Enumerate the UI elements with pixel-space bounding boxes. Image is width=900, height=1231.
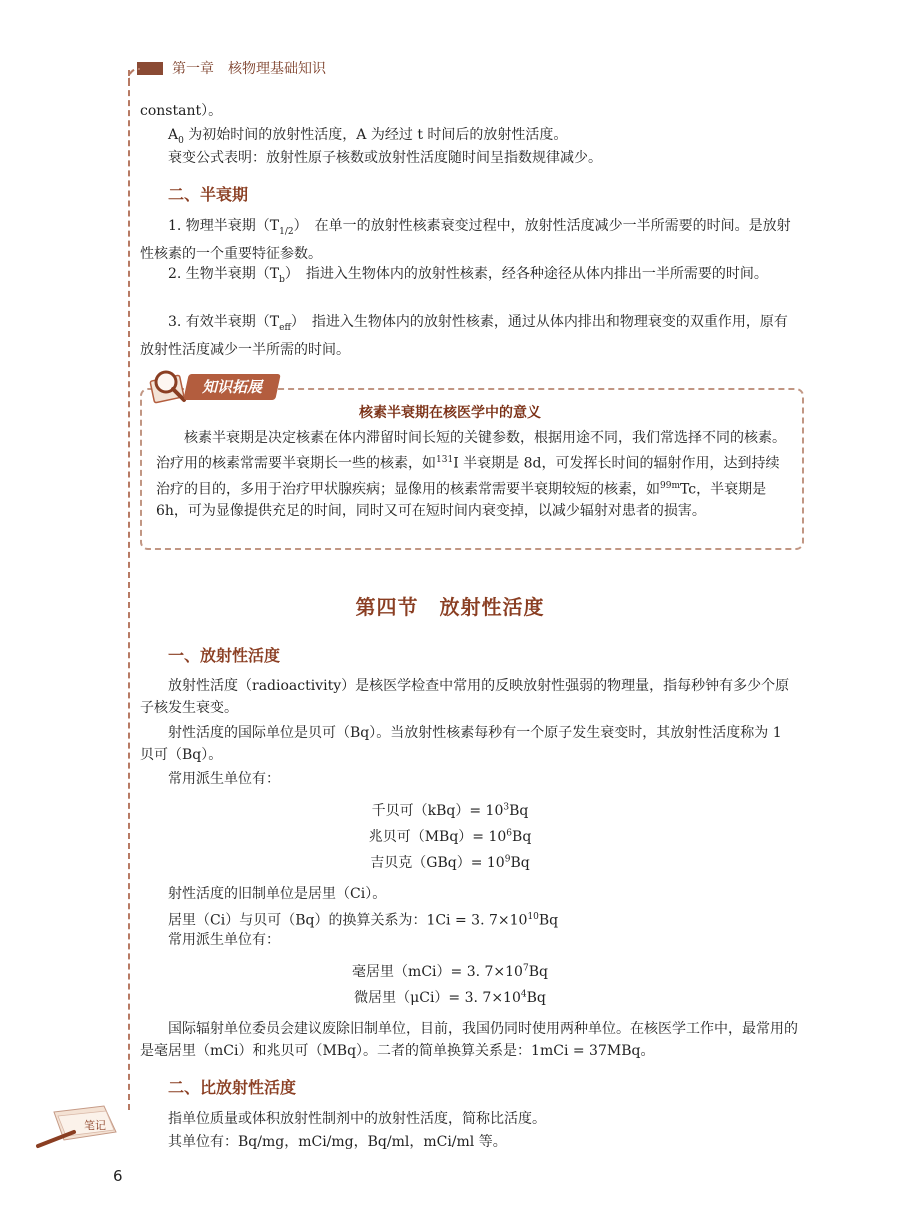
formula-gbq: 吉贝克$(GBq)= 10^9Bq$ [370,854,530,871]
specific-activity-p1: 指单位质量或体积放射性制剂中的放射性活度，简称比活度。 [168,1111,546,1127]
margin-line [128,70,130,1110]
knowledge-badge-label: 知识拓展 [202,378,263,396]
section-title: 第四节 放射性活度 [355,595,545,619]
activity-p3: 常用派生单位有： [168,771,280,787]
intro-line-1: constant）。 [140,103,223,119]
activity-p1: 放射性活度（radioactivity）是核医学检查中常用的反映放射性强弱的物理量，指每秒钟有多少个原子核发生衰变。 [140,678,790,716]
specific-activity-p2: 其单位有：Bq/mg，mCi/mg，Bq/ml，mCi/ml 等。 [168,1134,507,1150]
half-life-item-2: 2. 生物半衰期$(T_b)$ 指进入生物体内的放射性核素，经各种途径从体内排出一半所需要的时间。 [168,266,768,285]
activity-p2: 射性活度的国际单位是贝可（Bq）。当放射性核素每秒有一个原子发生衰变时，其放射性活度称为 1 贝可（Bq）。 [140,725,782,763]
half-life-item-1: 1. 物理半衰期$(T_{1/2})$ 在单一的放射性核素衰变过程中，放射性活度减少一半所需要的时间。是放射性核素的一个重要特征参数。 [140,218,791,262]
formula-uci: 微居里（μCi）= 3. $7\times 10^4Bq$ [354,989,546,1006]
half-life-heading: 二、半衰期 [168,185,249,204]
formula-mbq: 兆贝可$(MBq)= 10^6Bq$ [368,828,532,845]
notebook-icon [34,1102,124,1150]
activity-p4: 射性活度的旧制单位是居里（Ci）。 [168,886,387,902]
intro-line-3: 衰变公式表明：放射性原子核数或放射性活度随时间呈指数规律减少。 [168,150,602,166]
formula-kbq: 千贝可$(kBq)= 10^3Bq$ [371,802,529,819]
activity-p6: 常用派生单位有： [168,932,280,948]
intro-line-2: $A_0$ 为初始时间的放射性活度，A 为经过 t 时间后的放射性活度。 [168,127,568,146]
knowledge-box-title: 核素半衰期在核医学中的意义 [359,405,541,421]
half-life-item-3: 3. 有效半衰期$(T_{eff})$ 指进入生物体内的放射性核素，通过从体内排出和物理衰变的双重作用，原有放射性活度减少一半所需的时间。 [140,314,788,358]
page-number: 6 [113,1167,123,1185]
activity-p5: 居里（Ci）与贝可（Bq）的换算关系为：1Ci = 3. $7\times 10^{10}Bq$ [168,912,559,929]
knowledge-box-text: 核素半衰期是决定核素在体内滞留时间长短的关键参数，根据用途不同，我们常选择不同的核素。治疗用的核素常需要半衰期长一些的核素，如$^{131}$I 半衰期是 8d，可发挥长时间的辐射作用，达到持续治疗的目的，多用于治疗甲状腺疾病；显像用的核素常需要半衰期较短的核素，如$^{99m}$Tc，半衰期是 6h，可为显像提供充足的时间，同时又可在短时间内衰变掉，以减少辐射对患者的损害。 [156,430,786,520]
formula-mci: 毫居里（mCi）= 3. $7\times 10^7Bq$ [352,963,548,980]
chapter-marker [137,62,163,75]
activity-p7: 国际辐射单位委员会建议废除旧制单位，目前，我国仍同时使用两种单位。在核医学工作中，最常用的是毫居里（mCi）和兆贝可（MBq）。二者的简单换算关系是：1mCi = 37MBq。 [140,1021,798,1059]
activity-heading: 一、放射性活度 [168,646,281,665]
note-label: 笔记 [84,1119,106,1132]
specific-activity-heading: 二、比放射性活度 [168,1078,297,1097]
chapter-title: 第一章 核物理基础知识 [172,61,326,77]
